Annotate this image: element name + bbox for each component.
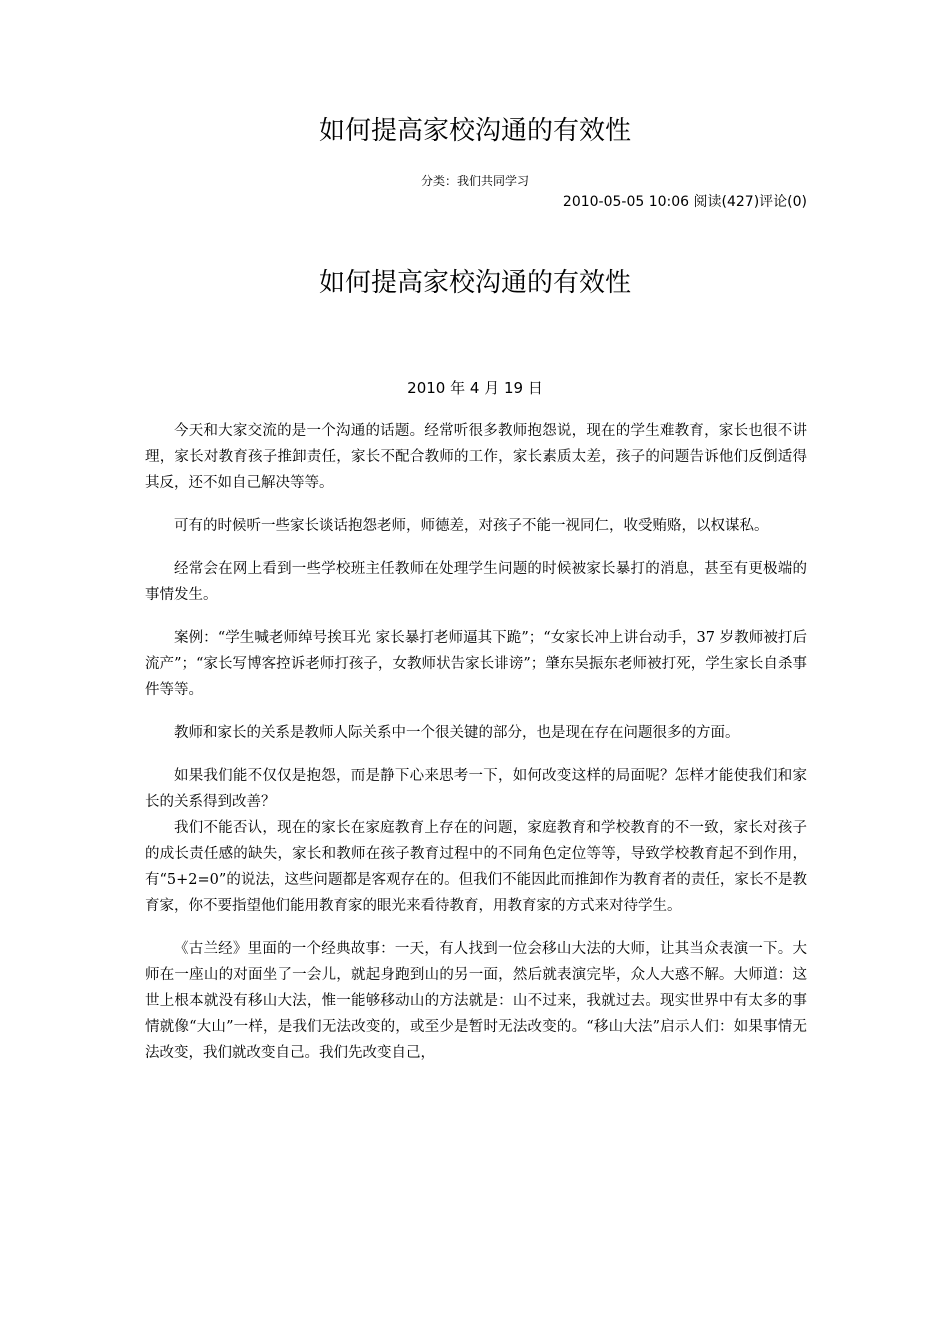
article-title: 如何提高家校沟通的有效性 — [318, 268, 631, 298]
post-meta: 2010-05-05 10:06 阅读(427)评论(0) — [562, 194, 807, 210]
paragraph: 我们不能否认，现在的家长在家庭教育上存在的问题，家庭教育和学校教育的不一致，家长对孩子的成长责任感的缺失，家长和教师在孩子教育过程中的不同角色定位等等，导致学校教育起不到作用，有“5+2=0”的说法，这些问题都是客观存在的。但我们不能因此而推卸作为教育者的责任，家长不是教育家，你不要指望他们能用教育家的眼光来看待教育，用教育家的方式来对待学生。 — [145, 820, 807, 914]
paragraph: 今天和大家交流的是一个沟通的话题。经常听很多教师抱怨说，现在的学生难教育，家长也很不讲理，家长对教育孩子推卸责任，家长不配合教师的工作，家长素质太差，孩子的问题告诉他们反倒适得其反，还不如自己解决等等。 — [145, 423, 807, 491]
article-body — [145, 418, 807, 1066]
article-date: 2010 年 4 月 19 日 — [407, 379, 543, 397]
paragraph: 教师和家长的关系是教师人际关系中一个很关键的部分，也是现在存在问题很多的方面。 — [174, 725, 740, 741]
page-title: 如何提高家校沟通的有效性 — [318, 116, 631, 146]
category-label: 分类：我们共同学习 — [420, 174, 529, 188]
paragraph: 可有的时候听一些家长谈话抱怨老师，师德差，对孩子不能一视同仁，收受贿赂，以权谋私。 — [174, 518, 769, 534]
paragraph: 《古兰经》里面的一个经典故事：一天，有人找到一位会移山大法的大师，让其当众表演一下。大师在一座山的对面坐了一会儿，就起身跑到山的另一面，然后就表演完毕，众人大惑不解。大师道：这世上根本就没有移山大法，惟一能够移动山的方法就是：山不过来，我就过去。现实世界中有太多的事情就像“大山”一样，是我们无法改变的，或至少是暂时无法改变的。“移山大法”启示人们：如果事情无法改变，我们就改变自己。我们先改变自己， — [145, 941, 807, 1061]
paragraph: 如果我们能不仅仅是抱怨，而是静下心来思考一下，如何改变这样的局面呢？怎样才能使我们和家长的关系得到改善？ — [145, 768, 807, 810]
paragraph: 经常会在网上看到一些学校班主任教师在处理学生问题的时候被家长暴打的消息，甚至有更极端的事情发生。 — [145, 561, 807, 603]
paragraph: 案例：“学生喊老师绰号挨耳光 家长暴打老师逼其下跪”；“女家长冲上讲台动手，37 岁教师被打后流产”；“家长写博客控诉老师打孩子，女教师状告家长诽谤”；肇东吴振东老师被打死，学生家长自杀事件等等。 — [145, 630, 807, 698]
